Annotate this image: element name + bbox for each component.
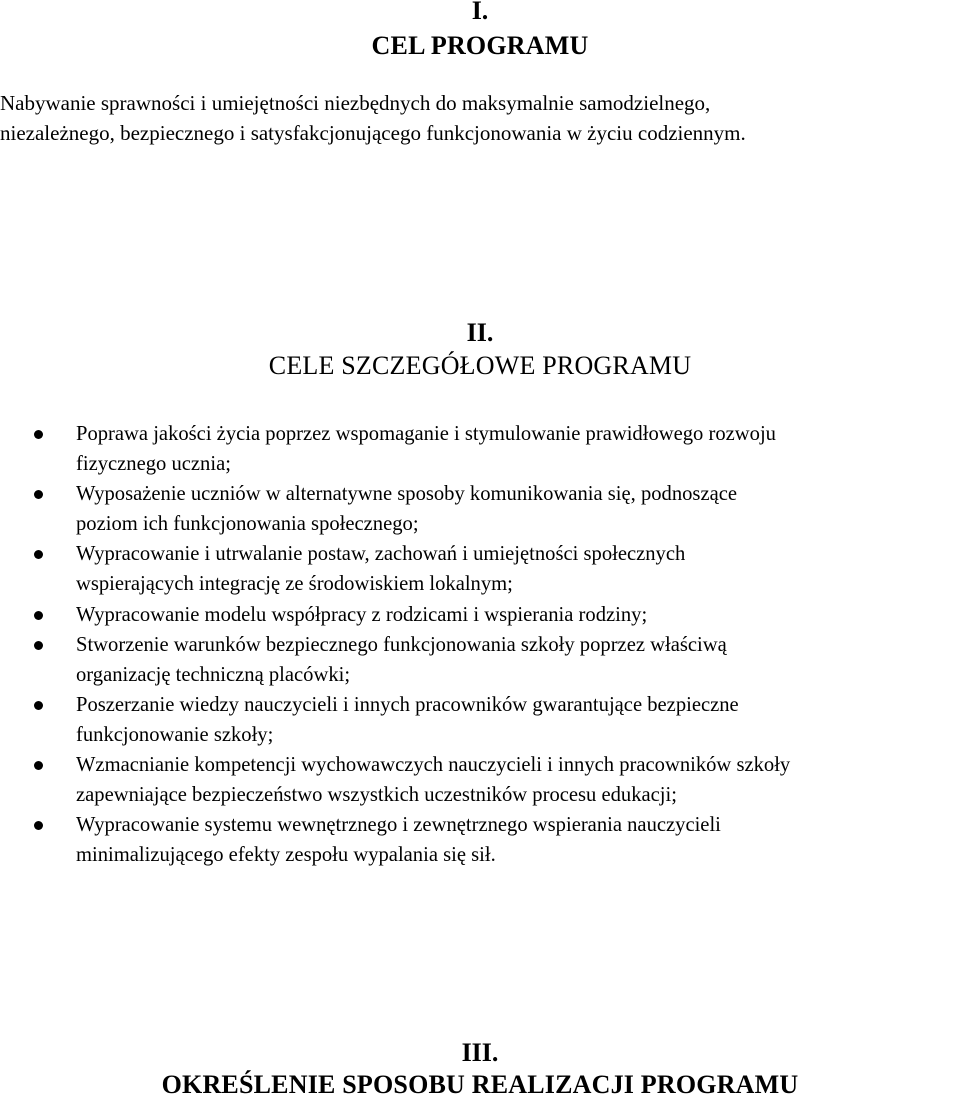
list-item-line: fizycznego ucznia; xyxy=(76,453,231,476)
bullet-icon xyxy=(34,430,43,439)
list-item-line: wspierających integrację ze środowiskiem lokalnym; xyxy=(76,573,513,596)
section-3-numeral: III. xyxy=(461,1038,499,1067)
list-item-line: Stworzenie warunków bezpiecznego funkcjonowania szkoły poprzez właściwą xyxy=(76,633,727,656)
list-item-line: zapewniające bezpieczeństwo wszystkich uczestników procesu edukacji; xyxy=(76,784,677,807)
list-item-line: Wypracowanie i utrwalanie postaw, zachowań i umiejętności społecznych xyxy=(76,543,686,566)
bullet-icon xyxy=(34,611,43,620)
goals-list xyxy=(0,419,960,870)
list-item-line: Wypracowanie modelu współpracy z rodzicami i wspierania rodziny; xyxy=(76,603,648,626)
list-item-line: Poszerzanie wiedzy nauczycieli i innych pracowników gwarantujące bezpieczne xyxy=(76,693,739,716)
list-item xyxy=(0,479,960,539)
bullet-icon xyxy=(34,761,43,770)
section-1-body xyxy=(0,88,945,148)
section-3-title: OKREŚLENIE SPOSOBU REALIZACJI PROGRAMU xyxy=(161,1070,799,1099)
list-item-line: Wypracowanie systemu wewnętrznego i zewnętrznego wspierania nauczycieli xyxy=(76,814,721,837)
list-item xyxy=(0,419,960,479)
list-item xyxy=(0,750,960,810)
list-item xyxy=(0,810,960,870)
section-2-title: CELE SZCZEGÓŁOWE PROGRAMU xyxy=(268,351,692,380)
list-item-line: Wzmacnianie kompetencji wychowawczych nauczycieli i innych pracowników szkoły xyxy=(76,754,791,777)
list-item-line: Poprawa jakości życia poprzez wspomaganie i stymulowanie prawidłowego rozwoju xyxy=(76,423,776,445)
section-2-numeral: II. xyxy=(466,318,494,347)
list-item-line: Wyposażenie uczniów w alternatywne sposoby komunikowania się, podnoszące xyxy=(76,483,738,506)
list-item-line: minimalizującego efekty zespołu wypalania się sił. xyxy=(76,844,496,867)
section-1-body-line: niezależnego, bezpiecznego i satysfakcjonującego funkcjonowania w życiu codziennym. xyxy=(0,121,746,145)
list-item-line: poziom ich funkcjonowania społecznego; xyxy=(76,513,419,536)
section-1-body-line: Nabywanie sprawności i umiejętności niezbędnych do maksymalnie samodzielnego, xyxy=(0,91,711,115)
bullet-icon xyxy=(34,490,43,499)
list-item xyxy=(0,630,960,690)
bullet-icon xyxy=(34,641,43,650)
bullet-icon xyxy=(34,821,43,830)
list-item xyxy=(0,600,960,630)
list-item xyxy=(0,539,960,599)
section-1-numeral: I. xyxy=(471,0,489,25)
bullet-icon xyxy=(34,701,43,710)
section-1-title: CEL PROGRAMU xyxy=(371,31,589,60)
list-item-line: funkcjonowanie szkoły; xyxy=(76,723,274,746)
bullet-icon xyxy=(34,550,43,559)
list-item-line: organizację techniczną placówki; xyxy=(76,663,351,686)
list-item xyxy=(0,690,960,750)
